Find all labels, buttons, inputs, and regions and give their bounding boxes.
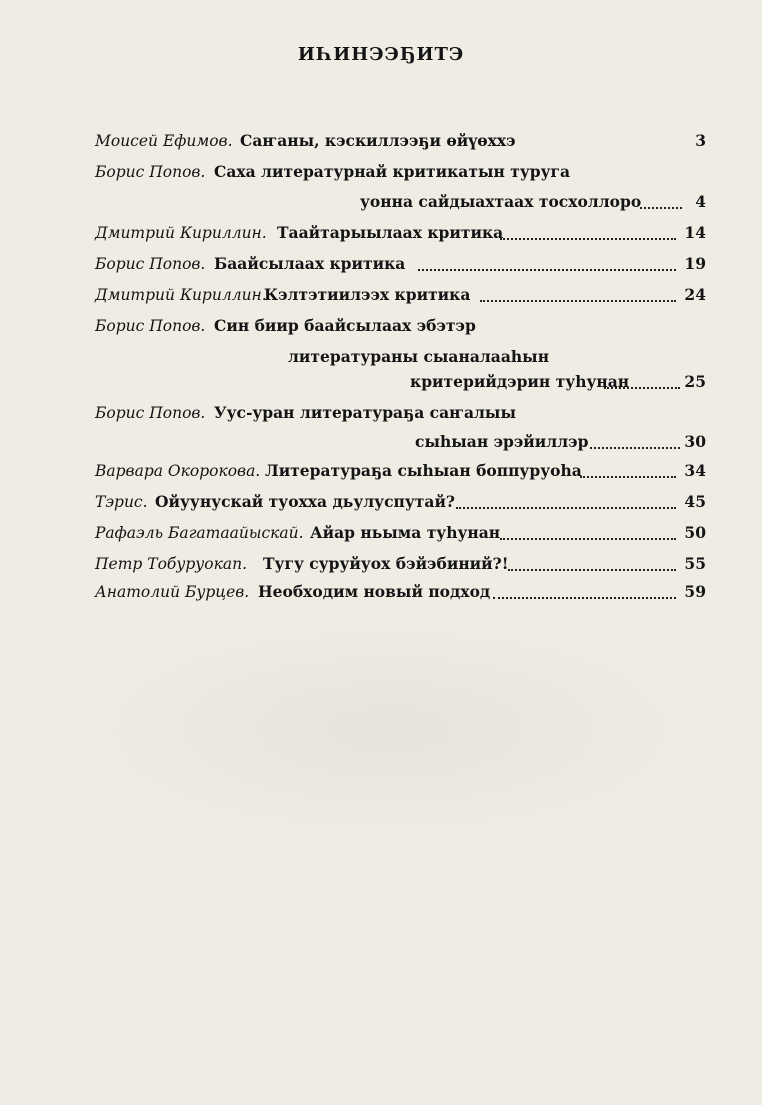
entry-author: Рафаэль Багатаайыскай. (95, 524, 304, 542)
toc-entry (0, 490, 762, 514)
toc-entry (0, 552, 762, 576)
entry-title: Необходим новый подход (258, 582, 491, 601)
paper-stain (70, 620, 710, 840)
entry-author: Борис Попов. (95, 317, 206, 335)
entry-title: Уус-уран литератураҕа саҥалыы (214, 403, 516, 422)
entry-author: Дмитрий Кириллин. (95, 286, 267, 304)
toc-entry-continued (0, 190, 762, 214)
entry-title: Тугу суруйуох бэйэбиний?! (263, 554, 509, 573)
leader-dots (590, 430, 680, 454)
toc-entry (0, 401, 762, 425)
entry-author: Дмитрий Кириллин. (95, 224, 267, 242)
leader-dots (493, 580, 676, 604)
leader-dots (500, 221, 676, 245)
page-title: ИҺИНЭЭҔИТЭ (297, 44, 465, 65)
entry-page: 59 (684, 582, 706, 601)
entry-page: 25 (684, 372, 706, 391)
toc-entry (0, 521, 762, 545)
entry-author: Варвара Окорокова. (95, 462, 261, 480)
entry-page: 24 (684, 285, 706, 304)
entry-page: 19 (684, 254, 706, 273)
entry-title: Кэлтэтиилээх критика (264, 285, 471, 304)
entry-page: 50 (684, 523, 706, 542)
entry-page: 34 (684, 461, 706, 480)
leader-dots (456, 490, 676, 514)
toc-entry (0, 221, 762, 245)
entry-title: Баайсылаах критика (214, 254, 406, 273)
entry-title-line: уонна сайдыахтаах тосхоллоро (360, 192, 642, 211)
leader-dots (500, 521, 676, 545)
toc-entry (0, 283, 762, 307)
toc-entry (0, 252, 762, 276)
leader-dots (580, 459, 676, 483)
entry-title: Син биир баайсылаах эбэтэр (214, 316, 476, 335)
entry-page: 3 (695, 131, 706, 150)
toc-entry (0, 459, 762, 483)
leader-dots (480, 283, 676, 307)
entry-author: Борис Попов. (95, 255, 206, 273)
entry-title-line: литератураны сыаналааһын (288, 347, 550, 366)
entry-title: Таайтарыылаах критика (277, 223, 504, 242)
toc-entry-continued (0, 370, 762, 394)
entry-author: Борис Попов. (95, 404, 206, 422)
entry-author: Борис Попов. (95, 163, 206, 181)
toc-entry-continued (0, 345, 762, 369)
toc-entry (0, 129, 762, 153)
entry-author: Моисей Ефимов. (95, 132, 233, 150)
leader-dots (640, 190, 682, 214)
leader-dots (418, 252, 676, 276)
entry-author: Тэрис. (95, 493, 148, 511)
entry-title-line: критерийдэрин туһунан (410, 372, 630, 391)
entry-title: Саха литературнай критикатын туруга (214, 162, 571, 181)
entry-author: Анатолий Бурцев. (95, 583, 250, 601)
entry-title: Ойуунускай туоххa дьулуспутай? (155, 492, 456, 511)
entry-page: 30 (684, 432, 706, 451)
toc-entry-continued (0, 430, 762, 454)
entry-page: 4 (695, 192, 706, 211)
toc-entry (0, 314, 762, 338)
entry-page: 14 (684, 223, 706, 242)
entry-title: Литератураҕа сыһыан боппуруоһа (265, 461, 582, 480)
entry-title: Айар ньыма туһунан (310, 523, 501, 542)
toc-entry (0, 580, 762, 604)
leader-dots (604, 370, 680, 394)
entry-title: Саҥаны, кэскиллээҕи өйүөххэ (240, 131, 516, 150)
entry-author: Петр Тобуруокап. (95, 555, 248, 573)
leader-dots (508, 552, 676, 576)
toc-entry (0, 160, 762, 184)
entry-title-line: сыһыан эрэйиллэр (415, 432, 589, 451)
entry-page: 55 (684, 554, 706, 573)
entry-page: 45 (684, 492, 706, 511)
